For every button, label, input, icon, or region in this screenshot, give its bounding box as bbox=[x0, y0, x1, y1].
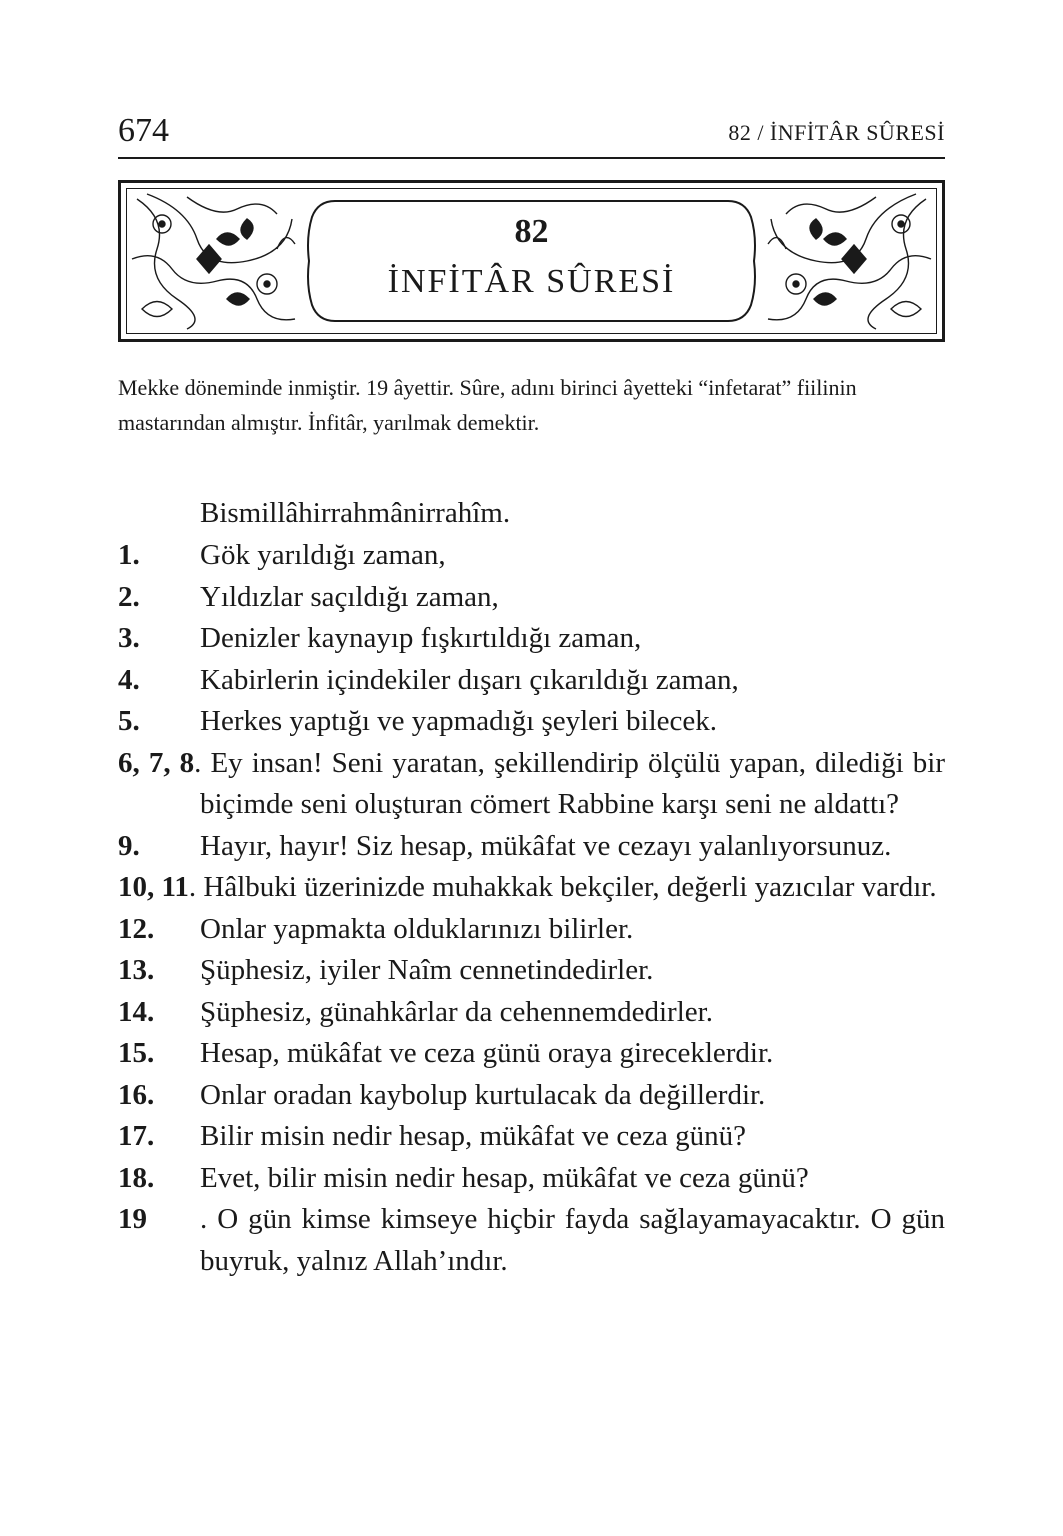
verse-18 bbox=[118, 1158, 945, 1200]
verse-text: Hayır, hayır! Siz hesap, mükâfat ve cezayı yalanlıyorsunuz. bbox=[200, 829, 892, 862]
verse-text: Onlar oradan kaybolup kurtulacak da değillerdir. bbox=[200, 1078, 766, 1111]
verse-number: 19 bbox=[118, 1203, 147, 1235]
arabesque-ornament-right-icon bbox=[764, 189, 936, 333]
verse-text: . Hâlbuki üzerinizde muhakkak bekçiler, değerli yazıcılar vardır. bbox=[188, 871, 937, 903]
verse-text: Bilir misin nedir hesap, mükâfat ve ceza günü? bbox=[200, 1120, 746, 1152]
header-rule bbox=[118, 157, 945, 159]
arabesque-ornament-left-icon bbox=[127, 189, 299, 333]
verse-number: 3. bbox=[118, 622, 140, 654]
surah-title: İNFİTÂR SÛRESİ bbox=[387, 263, 676, 300]
verse-9 bbox=[118, 826, 945, 868]
verse-text: Herkes yaptığı ve yapmadığı şeyleri bilecek. bbox=[200, 705, 717, 737]
verse-number: 4. bbox=[118, 663, 140, 696]
surah-number: 82 bbox=[514, 213, 549, 250]
verse-15 bbox=[118, 1033, 945, 1075]
surah-banner bbox=[118, 180, 945, 342]
verse-text: Kabirlerin içindekiler dışarı çıkarıldığı zaman, bbox=[200, 663, 739, 696]
verse-number: 17. bbox=[118, 1120, 155, 1152]
verse-number: 18. bbox=[118, 1161, 155, 1194]
verse-number: 12. bbox=[118, 912, 155, 945]
verse-14 bbox=[118, 992, 945, 1034]
verse-17 bbox=[118, 1116, 945, 1158]
verse-text: Şüphesiz, günahkârlar da cehennemdedirler. bbox=[200, 995, 713, 1028]
verse-text: . Ey insan! Seni yaratan, şekillendirip ölçülü yapan, dilediği bir biçimde seni oluşturan cömert Rabbine karşı seni ne aldattı? bbox=[194, 746, 945, 820]
running-head: 82 / İNFİTÂR SÛRESİ bbox=[728, 120, 945, 145]
surah-intro: Mekke döneminde inmiştir. 19 âyettir. Sûre, adını birinci âyetteki “infetarat” fiilinin mastarından almıştır. İnfitâr, yarılmak demektir. bbox=[118, 375, 857, 435]
verse-number: 6, 7, 8 bbox=[118, 746, 195, 779]
verse-number: 2. bbox=[118, 580, 140, 613]
verse-list bbox=[118, 493, 945, 1282]
verse-number: 5. bbox=[118, 705, 140, 737]
verse-2 bbox=[118, 577, 945, 619]
verse-text: Hesap, mükâfat ve ceza günü oraya gireceklerdir. bbox=[200, 1037, 774, 1069]
basmala: Bismillâhirrahmânirrahîm. bbox=[200, 497, 511, 529]
verse-text: Şüphesiz, iyiler Naîm cennetindedirler. bbox=[200, 954, 654, 986]
verse-text: Yıldızlar saçıldığı zaman, bbox=[200, 580, 499, 613]
verse-4 bbox=[118, 660, 945, 702]
verse-number: 9. bbox=[118, 829, 140, 862]
verse-number: 15. bbox=[118, 1037, 155, 1069]
verse-5 bbox=[118, 701, 945, 743]
verse-13 bbox=[118, 950, 945, 992]
title-cartouche bbox=[305, 197, 758, 325]
verse-3 bbox=[118, 618, 945, 660]
verse-6-7-8 bbox=[118, 743, 945, 826]
verse-number: 16. bbox=[118, 1078, 155, 1111]
verse-1 bbox=[118, 535, 945, 577]
verse-number: 13. bbox=[118, 954, 155, 986]
page-number: 674 bbox=[118, 112, 169, 149]
verse-16 bbox=[118, 1075, 945, 1117]
verse-text: Onlar yapmakta olduklarınızı bilirler. bbox=[200, 912, 634, 945]
verse-10-11 bbox=[118, 867, 945, 909]
verse-number: 10, 11 bbox=[118, 871, 189, 903]
verse-12 bbox=[118, 909, 945, 951]
verse-text: Evet, bilir misin nedir hesap, mükâfat ve ceza günü? bbox=[200, 1161, 809, 1194]
verse-number: 14. bbox=[118, 995, 155, 1028]
verse-number: 1. bbox=[118, 539, 140, 571]
verse-text: Gök yarıldığı zaman, bbox=[200, 539, 446, 571]
verse-19 bbox=[118, 1199, 945, 1282]
verse-text: . O gün kimse kimseye hiçbir fayda sağlayamayacaktır. O gün buyruk, yalnız Allah’ındır. bbox=[200, 1203, 945, 1277]
verse-text: Denizler kaynayıp fışkırtıldığı zaman, bbox=[200, 622, 642, 654]
